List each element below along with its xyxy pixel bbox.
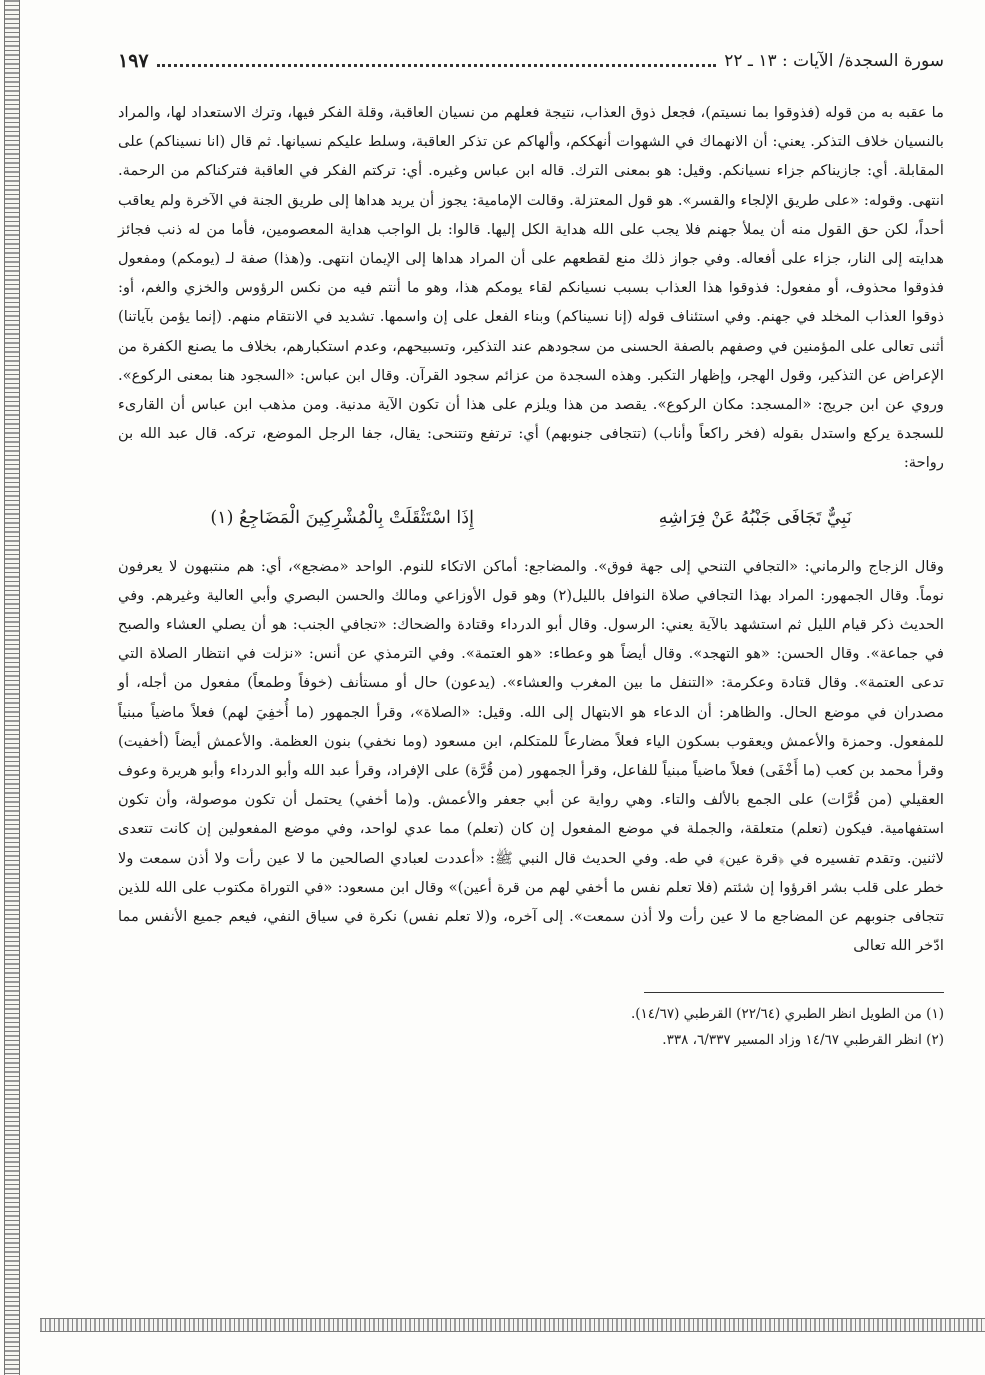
verse-second-hemistich: إِذَا اسْتَثْقَلَتْ بِالْمُشْرِكِينَ الْمَضَاجِعُ (١) bbox=[210, 507, 474, 528]
decorative-bottom-border bbox=[40, 1318, 985, 1332]
paragraph-2: وقال الزجاج والرماني: «التجافي التنحي إلى جهة فوق». والمضاجع: أماكن الاتكاء للنوم. الواحد «مضجع»، أي: هم منتبهون لا يعرفون نوماً. وقال الجمهور: المراد بهذا التجافي صلاة النوافل بالليل(٢) وهو قول الأوزاعي ومالك والحسن البصري وأبي العالية وغيرهم. وفي الحديث ذكر قيام الليل ثم استشهد بالآية يعني: الرسول. وقال أبو الدرداء وقتادة والضحاك: «تجافي الجنب: هو أن يصلي العشاء والصبح في جماعة». وقال الحسن: «هو التهجد». وقال أيضاً هو وعطاء: «هو العتمة». وفي الترمذي عن أنس: «نزلت في انتظار الصلاة التي تدعى العتمة». وقال قتادة وعكرمة: «التنفل ما بين المغرب والعشاء». (يدعون) حال أو مستأنف (خوفاً وطمعاً) مفعول من أجله، أو مصدران في موضع الحال. والظاهر: أن الدعاء هو الابتهال إلى الله. وقيل: «الصلاة»، وقرأ الجمهور (ما أُخفِيَ لهم) فعلاً ماضياً مبنياً للمفعول. وحمزة والأعمش ويعقوب بسكون الياء فعلاً مضارعاً للمتكلم، ابن مسعود (وما نخفي) بنون العظمة. والأعمش أيضاً (أخفيت) وقرأ محمد بن كعب (ما أَخْفَى) فعلاً ماضياً مبنياً للفاعل، وقرأ الجمهور (من قُرَّة) على الإفراد، وقرأ عبد الله وأبو الدرداء وأبو هريرة وعوف العقيلي (من قُرَّات) على الجمع بالألف والتاء. وهي رواية عن أبي جعفر والأعمش. و(ما أخفي) يحتمل أن تكون موصولة، وأن تكون استفهامية. فيكون (تعلم) متعلقة، والجملة في موضع المفعول إن كان (تعلم) مما عدي لواحد، وفي موضع المفعولين إن كانت تتعدى لاثنين. وتقدم تفسيره في ﴿قرة عين﴾ في طه. وفي الحديث قال النبي ﷺ: «أعددت لعبادي الصالحين ما لا عين رأت ولا أذن سمعت ولا خطر على قلب بشر اقرؤوا إن شئتم (فلا تعلم نفس ما أخفي لهم من قرة أعين)» وقال ابن مسعود: «في التوراة مكتوب على الله للذين تتجافى جنوبهم عن المضاجع ما لا عين رأت ولا أذن سمعت». إلى آخره، و(لا تعلم نفس) نكرة في سياق النفي، فيعم جميع الأنفس مما ادّخر الله تعالى bbox=[118, 557, 944, 955]
page-number: ١٩٧ bbox=[118, 50, 149, 72]
paragraph-1: ما عقبه به من قوله (فذوقوا بما نسيتم)، فجعل ذوق العذاب، نتيجة فعلهم من نسيان العاقبة، وقلة الفكر فيها، وترك الاستعداد لها، والمراد بالنسيان خلاف التذكر. يعني: أن الانهماك في الشهوات أنهككم، وألهاكم عن تذكر العاقبة، وسلط عليكم نسيانها. ثم قال (انا نسيناكم) على المقابلة. أي: جازيناكم جزاء نسيانكم. وقيل: هو بمعنى الترك. قاله ابن عباس وغيره. أي: تركتم الفكر في العاقبة فتركناكم من الرحمة. انتهى. وقوله: «على طريق الإلجاء والقسر». هو قول المعتزلة. وقالت الإمامية: يجوز أن يريد هداها إلى طريق الجنة في الآخرة ولم يعاقب أحداً، لكن حق القول منه أن يملأ جهنم فلا يجب على الله هداية الكل إليها. قالوا: بل الواجب هداية المعصومين، فأما من له ذنب فجائز هدايته إلى النار، جزاء على أفعاله. وفي جواز ذلك منع لقطعهم على أن المراد هداها إلى الإيمان انتهى. و(هذا) صفة لـ (يومكم) ومفعول فذوقوا محذوف، أو مفعول: فذوقوا هذا العذاب بسبب نسيانكم لقاء يومكم هذا، وهو ما أنتم فيه من نكس الرؤوس والخزي والغم، أو: ذوقوا العذاب المخلد في جهنم. وفي استئناف قوله (إنا نسيناكم) وبناء الفعل على إن واسمها. تشديد في الانتقام منهم. (إنما يؤمن بآياتنا) أثنى تعالى على المؤمنين في وصفهم بالصفة الحسنى من سجودهم عند التذكير، وتسبيحهم، وعدم استكبارهم، بخلاف ما يصنع الكفرة من الإعراض عن التذكير، وقول الهجر، وإظهار التكبر. وهذه السجدة من عزائم سجود القرآن. وقال ابن عباس: «السجود هنا بمعنى الركوع». وروي عن ابن جريج: «المسجد: مكان الركوع». يقصد من هذا ويلزم على هذا أن تكون الآية مدنية. ومن مذهب ابن عباس أن القارىء للسجدة يركع واستدل بقوله (فخر راكعاً وأناب) (تتجافى جنوبهم) أي: ترتفع وتتنحى: يقال، جفا الرجل الموضع، تركه. قال عبد الله بن رواحة: bbox=[118, 104, 944, 472]
decorative-left-border bbox=[4, 0, 20, 1375]
poetry-verse bbox=[118, 498, 944, 538]
footnote-1: (١) من الطويل انظر الطبري (٢٢/٦٤) القرطبي (١٤/٦٧). bbox=[630, 1006, 944, 1023]
main-text bbox=[118, 98, 944, 960]
header-dotted-leader bbox=[157, 64, 717, 67]
header-title: سورة السجدة/ الآيات : ١٣ ـ ٢٢ bbox=[724, 51, 944, 71]
footnote-separator bbox=[644, 992, 944, 993]
footnote-2: (٢) انظر القرطبي ١٤/٦٧ وزاد المسير ٦/٣٣٧، ٣٣٨. bbox=[662, 1032, 944, 1049]
running-header bbox=[118, 44, 944, 78]
book-page bbox=[118, 44, 944, 1314]
verse-first-hemistich: نَبِيٌّ تَجَافَى جَنْبُهُ عَنْ فِرَاشِهِ bbox=[658, 507, 852, 528]
footnotes bbox=[118, 1001, 944, 1053]
